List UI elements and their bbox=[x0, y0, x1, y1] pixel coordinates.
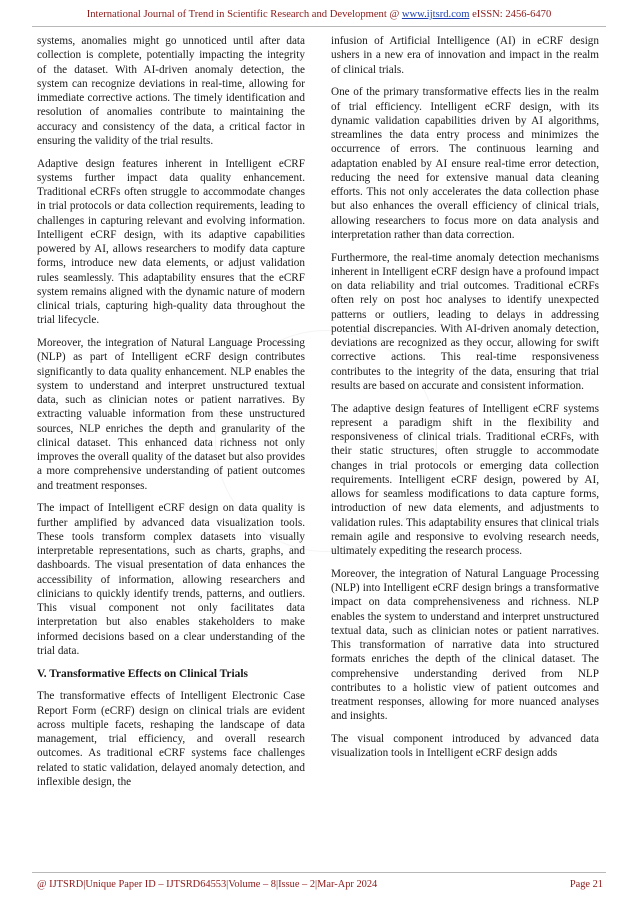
footer-issue: Issue – 2 bbox=[278, 879, 316, 890]
right-column bbox=[331, 34, 599, 769]
paragraph: Moreover, the integration of Natural Language Processing (NLP) as part of Intelligent eCRF design contributes significantly to data quality enhancement. NLP enables the system to understand and interpret unstructured textual data, such as clinician notes or patient narratives. By extracting valuable information from these unstructured sources, NLP enriches the depth and granularity of the clinical dataset. This enhanced data richness not only improves the overall quality of the dataset but also provides a more comprehensive understanding of patient outcomes and treatment responses. bbox=[37, 337, 305, 492]
page-number: Page 21 bbox=[569, 879, 603, 890]
footer-journal: @ IJTSRD bbox=[37, 879, 84, 890]
paragraph: The impact of Intelligent eCRF design on data quality is further amplified by advanced data visualization tools. These tools transform complex datasets into visually interpretable representations, such as charts, graphs, and dashboards. The visual presentation of data enhances the accessibility of information, allowing researchers and clinicians to quickly identify trends, patterns, and outliers. This visual component not only facilitates data interpretation but also enables stakeholders to make informed decisions based on a clear understanding of the trial data. bbox=[37, 502, 305, 657]
journal-name: International Journal of Trend in Scientific Research and Development @ bbox=[86, 9, 400, 20]
footer-date: Mar-Apr 2024 bbox=[317, 879, 378, 890]
paragraph: Furthermore, the real-time anomaly detection mechanisms inherent in Intelligent eCRF design have a profound impact on data reliability and trial outcomes. Traditional eCRFs often rely on post hoc analyses to identify unexpected patterns or outliers, leading to delays in addressing potential discrepancies. With AI-driven anomaly detection, deviations are recognized as they occur, allowing for swift corrective actions. This real-time responsiveness contributes to the integrity of the data, ensuring that trial results are based on accurate and consistent information. bbox=[331, 251, 599, 392]
running-footer: @ IJTSRD | Unique Paper ID – IJTSRD64553 | Volume – 8 | Issue – 2 | Mar-Apr 2024 Page 21 bbox=[37, 879, 603, 890]
left-column bbox=[37, 34, 305, 798]
paragraph: Moreover, the integration of Natural Language Processing (NLP) into Intelligent eCRF design brings a transformative impact on data comprehensiveness and richness. NLP enables the system to understand and interpret unstructured textual data, such as clinician notes or patient narratives. This transformation of narrative data into structured formats enriches the depth of the clinical dataset. The comprehensive understanding derived from NLP contributes to a holistic view of patient outcomes and treatment responses, allowing for more nuanced analyses and insights. bbox=[331, 567, 599, 723]
paragraph: The visual component introduced by advanced data visualization tools in Intelligent eCRF design adds bbox=[331, 733, 599, 760]
footer-paper-id: Unique Paper ID – IJTSRD64553 bbox=[85, 879, 227, 890]
running-header bbox=[0, 9, 638, 20]
paragraph: systems, anomalies might go unnoticed until after data collection is complete, potentially impacting the integrity of the dataset. With AI-driven anomaly detection, the system can recognize deviations in real-time, allowing for immediate corrective actions. The timely identification and resolution of anomalies contribute to maintaining the accuracy and consistency of the data, a critical factor in ensuring the validity of the trial results. bbox=[37, 35, 305, 147]
footer-divider bbox=[32, 872, 606, 873]
paragraph: The transformative effects of Intelligent Electronic Case Report Form (eCRF) design on clinical trials are evident across multiple facets, reshaping the landscape of data management, trial efficiency, and overall research outcomes. As traditional eCRF systems face challenges related to static validation, delayed anomaly detection, and inflexible design, the bbox=[37, 690, 305, 788]
header-divider bbox=[32, 26, 606, 27]
paragraph: The adaptive design features of Intelligent eCRF systems represent a paradigm shift in the flexibility and responsiveness of clinical trials. Traditional eCRFs, with their static structures, often struggle to accommodate changes in trial protocols or emerging data collection requirements. Intelligent eCRF design, powered by AI, allows for seamless modifications to data capture forms, introduction of new data elements, and adjustments to validation rules. This adaptability ensures that clinical trials remain agile and responsive to evolving research needs, ultimately expediting the research process. bbox=[331, 402, 599, 557]
footer-volume: Volume – 8 bbox=[228, 879, 276, 890]
paragraph: One of the primary transformative effects lies in the realm of trial efficiency. Intelligent eCRF design, with its dynamic validation capabilities driven by AI algorithms, streamlines the data entry process and minimizes the occurrence of errors. The continuous learning and adaptation enabled by AI ensure real-time error detection, reducing the need for extensive manual data cleaning efforts. This not only accelerates the data collection phase but also enhances the overall efficiency of clinical trials, allowing researchers to focus more on data analysis and interpretation rather than data correction. bbox=[331, 86, 599, 241]
section-heading: V. Transformative Effects on Clinical Trials bbox=[37, 667, 248, 680]
issn: eISSN: 2456-6470 bbox=[472, 9, 552, 20]
paragraph: Adaptive design features inherent in Intelligent eCRF systems further impact data quality enhancement. Traditional eCRFs often struggle to accommodate changes in trial protocols or data collection requirements, leading to challenges in capturing relevant and evolving information. Intelligent eCRF design, with its adaptive capabilities powered by AI, allows researchers to modify data capture forms, introduce new data elements, or adjust validation rules seamlessly. This adaptability ensures that the eCRF system remains aligned with the dynamic nature of modern clinical trials, capturing high-quality data throughout the trial lifecycle. bbox=[37, 157, 305, 327]
paragraph: infusion of Artificial Intelligence (AI) in eCRF design ushers in a new era of innovation and impact in the realm of clinical trials. bbox=[331, 35, 599, 76]
journal-url-link[interactable]: www.ijtsrd.com bbox=[401, 9, 470, 20]
